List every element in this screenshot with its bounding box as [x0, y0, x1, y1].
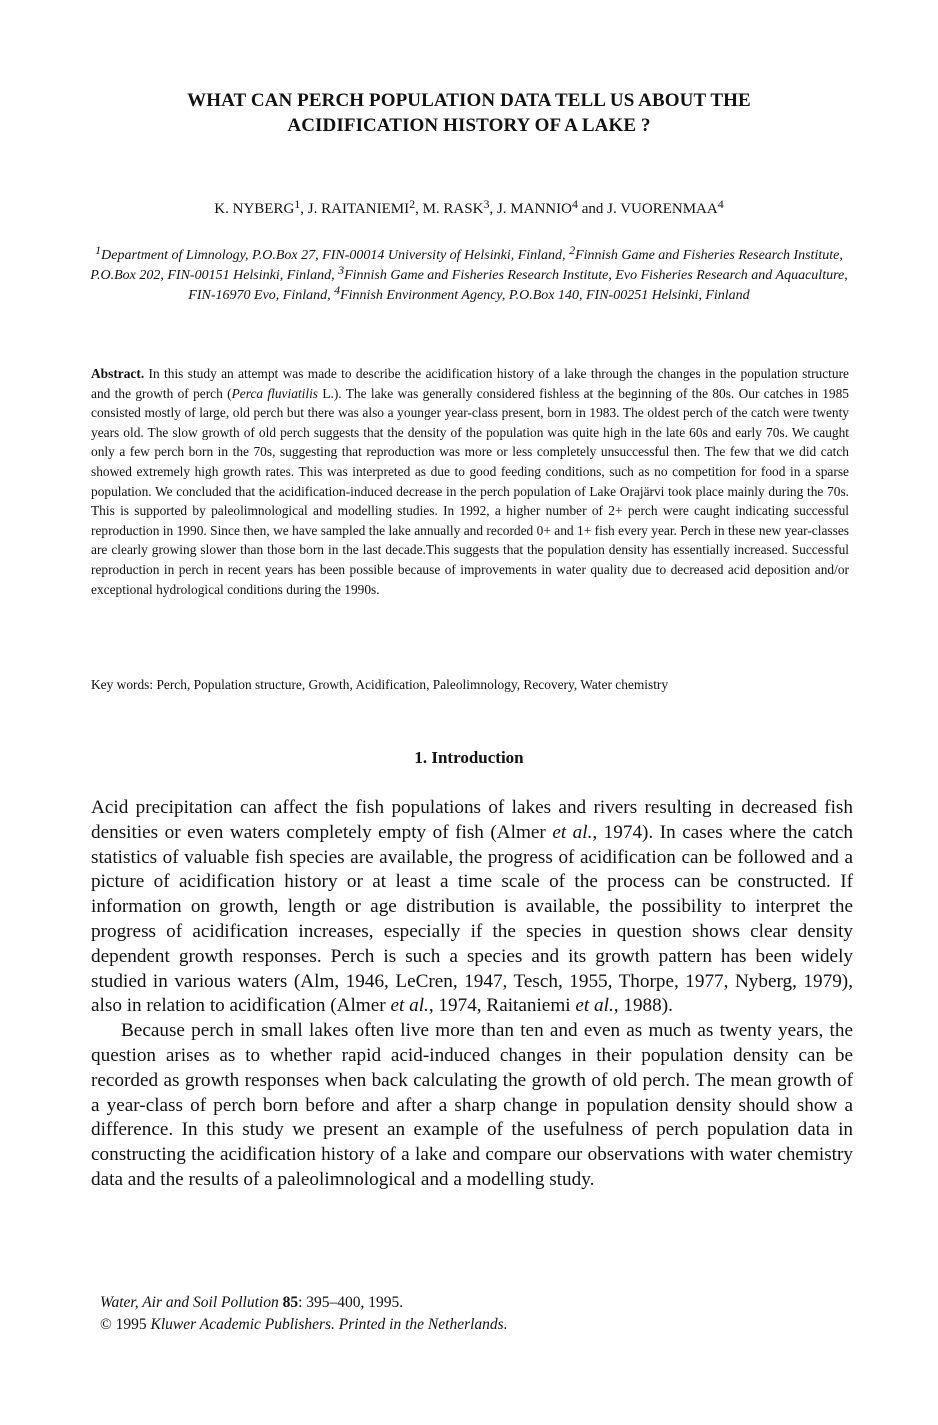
affiliation: $^4$Finnish Environment Agency, P.O.Box 140, FIN-00251 Helsinki, Finland — [334, 283, 750, 303]
author: J. MANNIO$^4$ and — [496, 197, 608, 217]
author: K. NYBERG$^1$, — [214, 197, 308, 217]
body-text — [91, 796, 853, 1193]
abstract-text: L.). The lake was generally considered fishless at the beginning of the 80s. Our catches in 1985 consisted mostly of large, old perch but there was also a younger year-class present, born in 1983. The oldest perch of the catch were twenty years old. The slow growth of old perch suggests that the density of the population was quite high in the late 60s and early 70s. We caught only a few perch born in the 70s, suggesting that reproduction was more or less completely unsuccessful then. The few that we did catch showed extremely high growth rates. This was interpreted as due to good feeding conditions, such as no competition for food in a sparse population. We concluded that the acidification-induced decrease in the perch population of Lake Orajärvi took place mainly during the 70s. This is supported by paleolimnological and modelling studies. In 1992, a higher number of 2+ perch were caught indicating successful reproduction in 1990. Since then, we have sampled the lake annually and recorded 0+ and 1+ fish every year. Perch in these new year-classes are clearly growing slower than those born in the last decade.This suggests that the population density has essentially increased. Successful reproduction in perch in recent years has been possible because of improvements in water quality due to decreased acid deposition and/or exceptional hydrological conditions during the 1990s. — [91, 385, 849, 597]
paper-title — [0, 88, 938, 138]
abstract-label: Abstract. — [91, 366, 145, 381]
abstract-text: In this study an attempt was made to describe the acidification history of a lake through the changes in the population structure and the growth of perch ( — [91, 366, 849, 401]
title-line-2: ACIDIFICATION HISTORY OF A LAKE ? — [287, 115, 651, 136]
affiliations — [88, 243, 850, 306]
author: J. RAITANIEMI$^2$, — [307, 197, 423, 217]
journal-citation: Water, Air and Soil Pollution 85: 395–400, 1995. — [100, 1294, 404, 1311]
journal-footer — [100, 1292, 508, 1336]
section-heading: 1. Introduction — [414, 748, 524, 767]
affiliation: $^2$Finnish Game and Fisheries Research Institute, P.O.Box 202, FIN-00151 Helsinki, Finland, — [90, 243, 843, 283]
affiliation: $^3$Finnish Game and Fisheries Research Institute, Evo Fisheries Research and Aquaculture, FIN-16970 Evo, Finland, — [188, 263, 848, 303]
keywords: Key words: Perch, Population structure, Growth, Acidification, Paleolimnology, Recovery, Water chemistry — [91, 677, 669, 692]
affiliation: $^1$Department of Limnology, P.O.Box 27, FIN-00014 University of Helsinki, Finland, — [95, 243, 570, 263]
paragraph: Acid precipitation can affect the fish populations of lakes and rivers resulting in decreased fish densities or even waters completely empty of fish (Almer et al., 1974). In cases where the catch statistics of valuable fish species are available, the progress of acidification can be followed and a picture of acidification history or at least a time scale of the process can be constructed. If information on growth, length or age distribution is available, the possibility to interpret the progress of acidification increases, especially if the species in question shows clear density dependent growth responses. Perch is such a species and its growth pattern has been widely studied in various waters (Alm, 1946, LeCren, 1947, Tesch, 1955, Thorpe, 1977, Nyberg, 1979), also in relation to acidification (Almer et al., 1974, Raitaniemi et al., 1988). — [91, 797, 853, 1017]
species-name: Perca fluviatilis — [231, 385, 318, 401]
paragraph: Because perch in small lakes often live more than ten and even as much as twenty years, the question arises as to whether rapid acid-induced changes in their population density can be recorded as growth responses when back calculating the growth of old perch. The mean growth of a year-class of perch born before and after a sharp change in population density should show a difference. In this study we present an example of the usefulness of perch population data in constructing the acidification history of a lake and compare our observations with water chemistry data and the results of a paleolimnological and a modelling study. — [91, 1020, 853, 1190]
author-list — [0, 199, 938, 219]
author: J. VUORENMAA$^4$ — [607, 197, 724, 217]
title-line-1: WHAT CAN PERCH POPULATION DATA TELL US ABOUT THE — [187, 90, 751, 111]
copyright-line: © 1995 Kluwer Academic Publishers. Printed in the Netherlands. — [100, 1316, 508, 1333]
abstract — [91, 364, 849, 599]
author: M. RASK$^3$, — [422, 197, 497, 217]
